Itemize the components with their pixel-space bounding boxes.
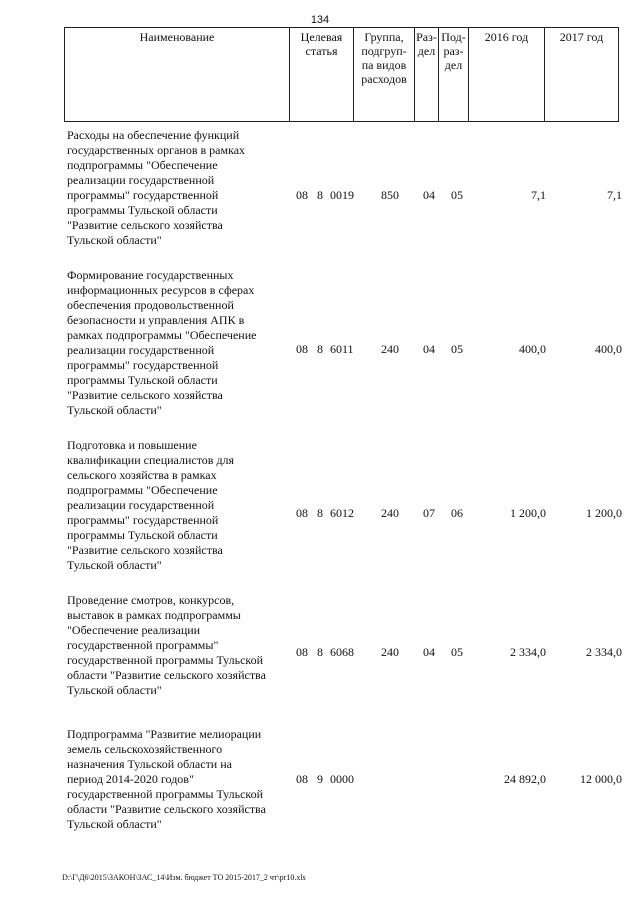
header-subsection: Под- раз- дел <box>439 28 469 122</box>
header-name: Наименование <box>65 28 290 122</box>
row-program: 08 <box>296 772 308 786</box>
row-code: 6068 <box>330 645 354 659</box>
header-target-article: Целевая статья <box>290 28 354 122</box>
row-program: 08 <box>296 188 308 202</box>
row-subprogram: 9 <box>317 772 323 786</box>
header-year-2016: 2016 год <box>469 28 545 122</box>
row-name: Подпрограмма "Развитие мелиорации земель сельскохозяйственного назначения Тульской области на период 2014-2020 годов" государственной программы Тульской области "Развитие сельского хозяйства Тульской области" <box>67 727 266 831</box>
row-amount-2017: 7,1 <box>607 188 622 202</box>
row-subprogram: 8 <box>317 506 323 520</box>
row-code: 6011 <box>330 342 354 356</box>
row-amount-2016: 7,1 <box>531 188 546 202</box>
row-section: 04 <box>423 645 435 659</box>
page-number: 134 <box>310 14 330 26</box>
row-section: 07 <box>423 506 435 520</box>
row-subsection: 05 <box>451 188 463 202</box>
header-expense-group: Группа, подгруп- па видов расходов <box>354 28 415 122</box>
row-amount-2016: 1 200,0 <box>510 506 546 520</box>
row-subsection: 05 <box>451 342 463 356</box>
row-code: 0000 <box>330 772 354 786</box>
budget-row <box>0 593 640 703</box>
budget-row <box>0 268 640 423</box>
row-amount-2017: 2 334,0 <box>586 645 622 659</box>
row-subprogram: 8 <box>317 188 323 202</box>
row-subprogram: 8 <box>317 342 323 356</box>
row-amount-2017: 12 000,0 <box>580 772 622 786</box>
header-section: Раз- дел <box>415 28 439 122</box>
budget-row <box>0 438 640 578</box>
row-program: 08 <box>296 342 308 356</box>
budget-row <box>0 727 640 837</box>
file-path-footer: D:\Г\Д6\2015\ЗАКОН\ЗАС_14\Изм. бюджет ТО 2015-2017_2 чт\pr10.xls <box>62 873 306 882</box>
row-amount-2017: 400,0 <box>595 342 622 356</box>
row-program: 08 <box>296 506 308 520</box>
row-subsection: 05 <box>451 645 463 659</box>
row-group: 240 <box>381 342 399 356</box>
row-group: 240 <box>381 645 399 659</box>
column-header-table <box>64 27 619 122</box>
row-name: Подготовка и повышение квалификации специалистов для сельского хозяйства в рамках подпрограммы "Обеспечение реализации государственной программы" государственной программы Тульской области "Развитие сельского хозяйства Тульской области" <box>67 438 235 572</box>
row-group: 850 <box>381 188 399 202</box>
row-group: 240 <box>381 506 399 520</box>
row-subsection: 06 <box>451 506 463 520</box>
row-amount-2017: 1 200,0 <box>586 506 622 520</box>
row-name: Расходы на обеспечение функций государственных органов в рамках подпрограммы "Обеспечение реализации государственной программы" государственной программы Тульской области "Развитие сельского хозяйства Тульской области" <box>67 128 246 247</box>
budget-row <box>0 128 640 253</box>
row-amount-2016: 2 334,0 <box>510 645 546 659</box>
row-name: Формирование государственных информационных ресурсов в сферах обеспечения продовольственной безопасности и управления АПК в рамках подпрограммы "Обеспечение реализации государственной программы" государственной программы Тульской области "Развитие сельского хозяйства Тульской области" <box>67 268 257 417</box>
row-amount-2016: 24 892,0 <box>504 772 546 786</box>
row-section: 04 <box>423 342 435 356</box>
row-subprogram: 8 <box>317 645 323 659</box>
row-name: Проведение смотров, конкурсов, выставок в рамках подпрограммы "Обеспечение реализации государственной программы" государственной программы Тульской области "Развитие сельского хозяйства Тульской области" <box>67 593 266 697</box>
row-code: 6012 <box>330 506 354 520</box>
row-amount-2016: 400,0 <box>519 342 546 356</box>
row-program: 08 <box>296 645 308 659</box>
header-year-2017: 2017 год <box>545 28 619 122</box>
row-code: 0019 <box>330 188 354 202</box>
row-section: 04 <box>423 188 435 202</box>
